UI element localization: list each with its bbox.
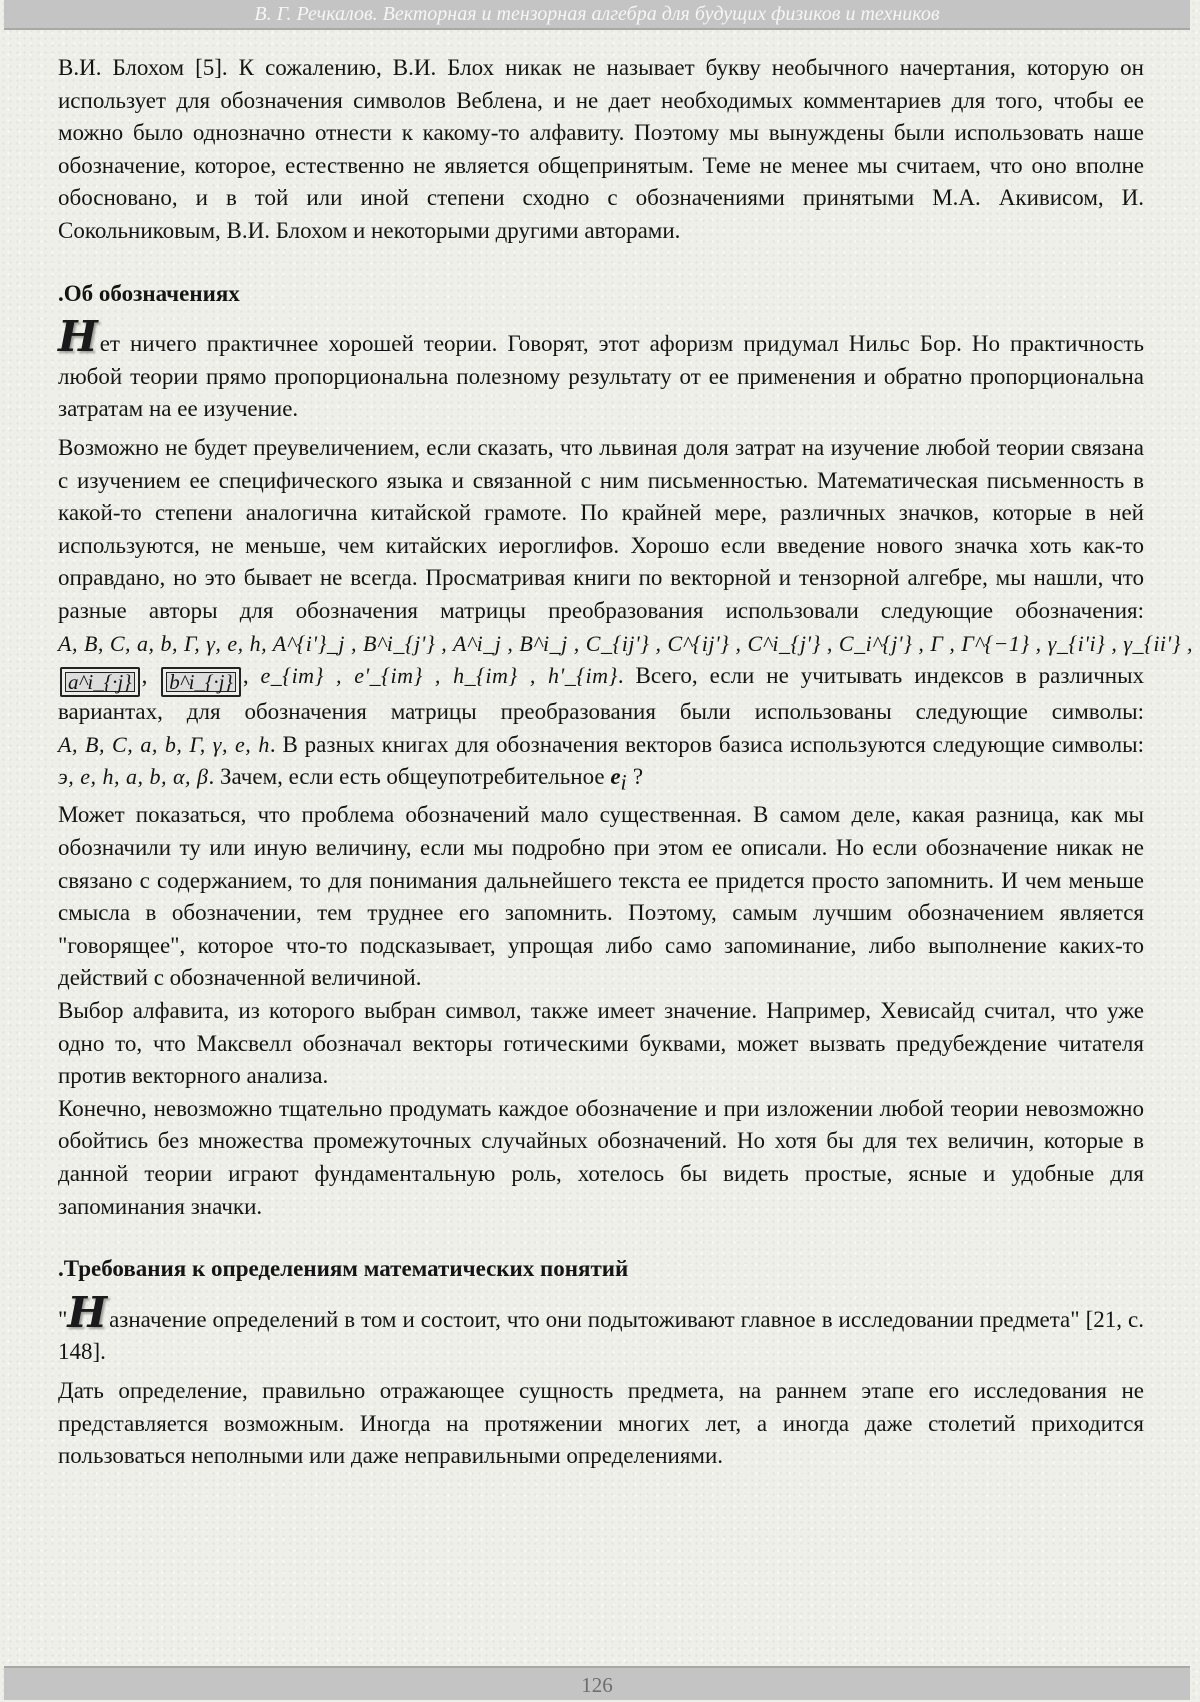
basis-intro-text: . В разных книгах для обозначения векторов базиса используются следующие символы:: [269, 731, 1144, 757]
basis-vector-symbol: e: [610, 764, 621, 790]
paragraph-notation-conclusion: Конечно, невозможно тщательно продумать каждое обозначение и при изложении любой теории невозможно обойтись без множества промежуточных случайных обозначений. Но хотя бы для тех величин, которые в данной теории играют фундаментальную роль, хотелось бы видеть простые, ясные и удобные для запоминания значки.: [58, 1095, 1144, 1219]
matrix-a-notation: [58, 666, 142, 696]
dropcap-letter-2: Н: [67, 1287, 108, 1337]
aphorism-paragraph: [58, 312, 1144, 426]
notations-intro-text: Возможно не будет преувеличением, если сказать, что львиная доля затрат на изучение любой теории связана с изучением ее специфического языка и связанной с ним письменностью. Математическая письменность в какой-то степени аналогична китайской грамоте. По крайней мере, различных значков, которые в ней используются, не меньше, чем китайских иероглифов. Хорошо если введение нового значка хоть как-то оправдано, но это бывает не всегда. Просматривая книги по векторной и тензорной алгебре, мы нашли, что разные авторы для обозначения матрицы преобразования использовали следующие обозначения:: [58, 434, 1144, 623]
dropcap-letter: Н: [58, 312, 98, 362]
section-heading-notations: .Об обозначениях: [58, 280, 240, 306]
basis-symbols-list: э, e, h, a, b, α, β: [58, 764, 209, 790]
notations-paragraph: Возможно не будет преувеличением, если сказать, что львиная доля затрат на изучение любой теории связана с изучением ее специфического языка и связанной с ним письменностью. Математическая письменность в какой-то степени аналогична китайской грамоте. По крайней мере, различных значков, которые в ней используются, не меньше, чем китайских иероглифов. Хорошо если введение нового значка хоть как-то оправдано, но это бывает не всегда. Просматривая книги по векторной и тензорной алгебре, мы нашли, что разные авторы для обозначения матрицы преобразования использовали следующие обозначения: A, B, C, a, b, Γ, γ, e, h, A^{i'}_j , B^i_{j'} , A^i_j , B^i_j , C_{ij'} , C^{ij'} , C^i_{j'} , C_i^{j'} , Γ , Γ^{−1} , γ_{i'i} , γ_{ii'} , a^i_{·j} , b^i_{·j} , e_{im} , e'_{im} , h_{im} , h'_{im}. Всего, если не учитывать индексов в различных вариантах, для обозначения матрицы преобразования были использованы следующие символы: A, B, C, a, b, Γ, γ, e, h. В разных книгах для обозначения векторов базиса используются следующие символы: э, e, h, a, b, α, β. Зачем, если есть общеупотребительное $e_i$ ?: [58, 434, 1194, 795]
basis-question-text: . Зачем, если есть общеупотребительное: [208, 764, 605, 790]
aphorism-text: ет ничего практичнее хорошей теории. Говорят, этот афоризм придумал Нильс Бор. Но практичность любой теории прямо пропорциональна полезному результату от ее применения и обратно пропорциональна затратам на ее изучение.: [58, 331, 1144, 422]
paragraph-definition-difficulty: Дать определение, правильно отражающее сущность предмета, на раннем этапе его исследования не представляется возможным. Иногда на протяжении многих лет, а иногда даже столетий приходится пользоваться неполными или даже неправильными определениями.: [58, 1377, 1144, 1469]
notations-formula-line1: A, B, C, a, b, Γ, γ, e, h, A^{i'}_j , B^i_{j'} , A^i_j , B^i_j , C_{ij'} , C^{ij'} , C^i_{j'} , C_i^{j'} , Γ , Γ^{−1} , γ_{i'i} , γ_{ii'} ,: [58, 630, 1194, 656]
notations-formula-line2: e_{im} , e'_{im} , h_{im} , h'_{im}: [260, 663, 618, 689]
paragraph-notation-importance: Может показаться, что проблема обозначений мало существенная. В самом деле, какая разница, как мы обозначили ту или иную величину, если мы подробно при этом ее описали. Но если обозначение никак не связано с содержанием, то для понимания дальнейшего текста ее придется просто запомнить. И чем меньше смысла в обозначении, тем труднее его запомнить. Поэтому, самым лучшим обозначением является "говорящее", которое что-то подсказывает, упрощая либо само запоминание, либо выполнение каких-то действий с обозначенной величиной.: [58, 802, 1144, 991]
notations-summary-text: . Всего, если не учитывать индексов в различных вариантах, для обозначения матрицы преобразования были использованы следующие символы:: [58, 663, 1145, 725]
running-header: [4, 0, 1190, 30]
page-content: [58, 52, 1194, 1473]
matrix-b-notation: [159, 666, 243, 696]
matrix-b-bracket: b^i_{·j}: [161, 667, 241, 697]
intro-paragraph: В.И. Блохом [5]. К сожалению, В.И. Блох никак не называет букву необычного начертания, которую он использует для обозначения символов Веблена, и не дает необходимых комментариев для того, чтобы ее можно было однозначно отнести к какому-то алфавиту. Поэтому мы вынуждены были использовать наше обозначение, которое, естественно не является общепринятым. Теме не менее мы считаем, что оно вполне обосновано, и в той или иной степени сходно с обозначениями принятыми М.А. Акивисом, И. Сокольниковым, В.И. Блохом и некоторыми другими авторами.: [58, 55, 1144, 243]
running-title: В. Г. Речкалов. Векторная и тензорная алгебра для будущих физиков и техников: [254, 3, 940, 25]
quote-open-mark: ": [58, 1306, 68, 1332]
definitions-quote-paragraph: [58, 1287, 1144, 1369]
page-footer: [4, 1666, 1190, 1700]
section-heading-definitions: .Требования к определениям математических понятий: [58, 1256, 629, 1282]
basis-vector-index: i: [620, 769, 628, 795]
page-number: 126: [581, 1673, 613, 1697]
transformation-symbols-list: A, B, C, a, b, Γ, γ, e, h: [58, 731, 270, 757]
definitions-quote-text: азначение определений в том и состоит, что они подытоживают главное в исследовании предмета" [21, с. 148].: [58, 1306, 1144, 1365]
matrix-a-bracket: a^i_{·j}: [60, 667, 140, 697]
paragraph-alphabet-choice: Выбор алфавита, из которого выбран символ, также имеет значение. Например, Хевисайд считал, что уже одно то, что Максвелл обозначал векторы готическими буквами, может вызвать предубеждение читателя против векторного анализа.: [58, 998, 1144, 1089]
basis-question-mark: ?: [627, 764, 644, 790]
